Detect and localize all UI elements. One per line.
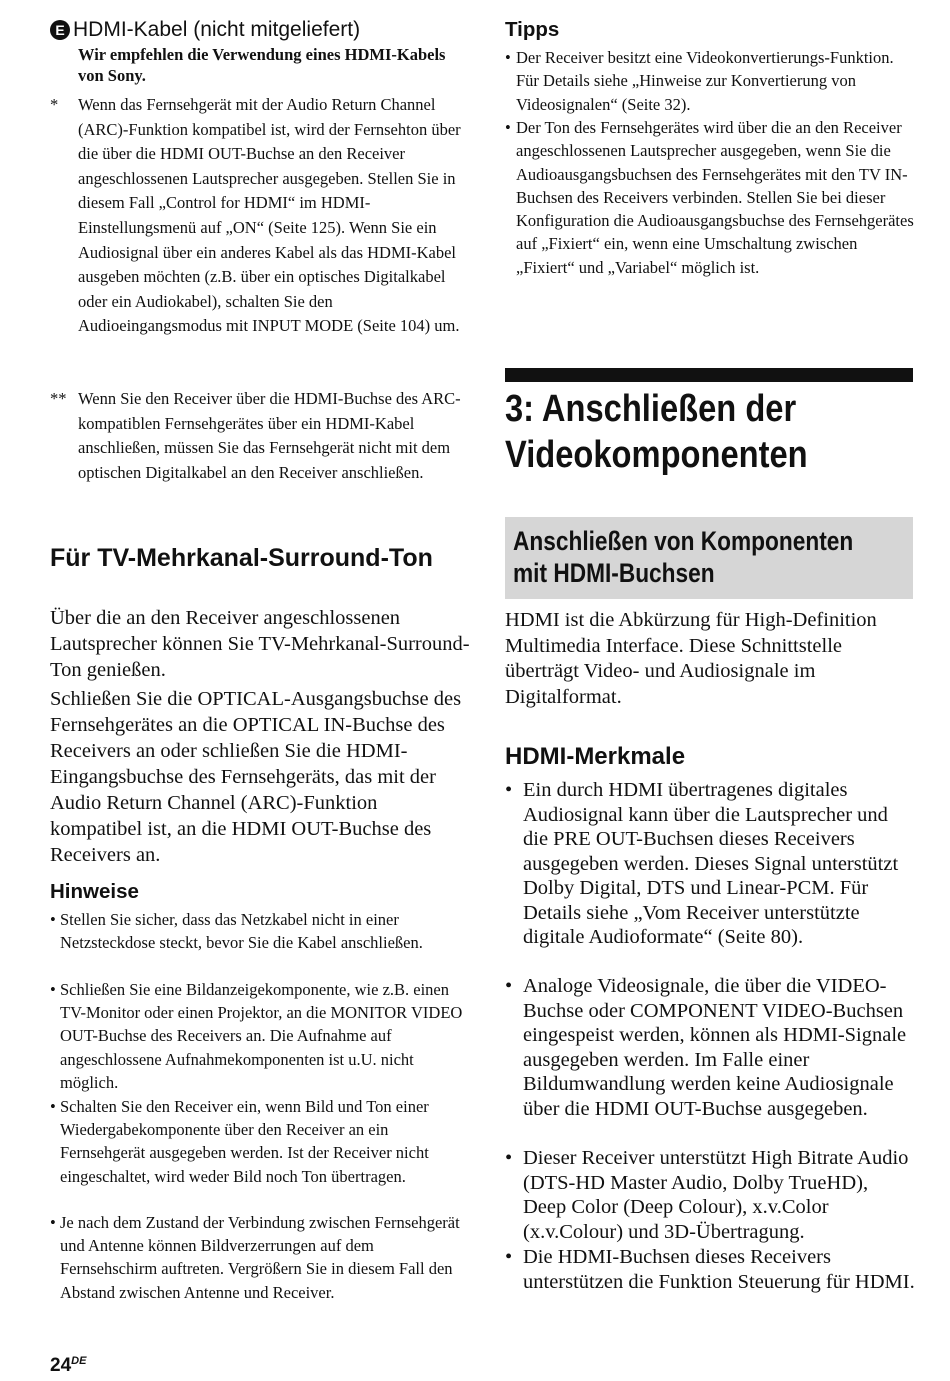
footnote-2 — [50, 387, 470, 485]
chapter-title-line-2: Videokomponenten — [505, 434, 808, 476]
tip-item-2 — [505, 116, 915, 279]
note-item-3 — [50, 1095, 470, 1188]
tips-title: Tipps — [505, 18, 560, 41]
footnote-1 — [50, 93, 470, 339]
tip-item-1 — [505, 46, 915, 116]
hdmi-intro-paragraph: HDMI ist die Abkürzung für High-Definition Multimedia Interface. Diese Schnittstelle überträgt Video- und Audiosignale im Digitalformat. — [505, 609, 877, 708]
bullet-mark: • — [505, 779, 513, 801]
surround-paragraph-1: Über die an den Receiver angeschlossenen Lautsprecher können Sie TV-Mehrkanal-Surround-Ton genießen. — [50, 607, 470, 681]
section-header-line-1: Anschließen von Komponenten — [513, 526, 854, 556]
note-item-1 — [50, 908, 470, 954]
note-text-1: Stellen Sie sicher, dass das Netzkabel nicht in einer Netzsteckdose steckt, bevor Sie die Kabel anschließen. — [60, 910, 423, 953]
item-e-heading — [50, 18, 470, 42]
footnote-1-mark: * — [50, 95, 59, 114]
note-text-2: Schließen Sie eine Bildanzeigekomponente, wie z.B. einen TV-Monitor oder einen Projektor, an die MONITOR VIDEO OUT-Buchse des Receivers an. Die Aufnahme auf angeschlossene Aufnahmekomponenten ist u.U. nicht möglich. — [60, 980, 463, 1092]
note-text-3: Schalten Sie den Receiver ein, wenn Bild und Ton einer Wiedergabekomponente über den Receiver an ein Fernsehgerät ausgegeben werden. Ist der Receiver nicht eingeschaltet, wird weder Bild noch Ton übertragen. — [60, 1097, 429, 1186]
feature-item-2 — [505, 974, 915, 1121]
bullet-mark: • — [505, 1246, 513, 1268]
chapter-title-line-1: 3: Anschließen der — [505, 388, 797, 430]
feature-text-1: Ein durch HDMI übertragenes digitales Audiosignal kann über die Lautsprecher und die PRE OUT-Buchsen dieses Receivers ausgegeben werden. Dieses Signal unterstützt Dolby Digital, DTS und Linear-PCM. Für Details siehe „Vom Receiver unterstützte digitale Audioformate“ (Seite 80). — [523, 779, 899, 948]
notes-title: Hinweise — [50, 880, 139, 903]
feature-item-4 — [505, 1245, 915, 1294]
bullet-mark: • — [50, 910, 56, 929]
feature-item-1 — [505, 778, 915, 950]
feature-text-3: Dieser Receiver unterstützt High Bitrate Audio (DTS-HD Master Audio, Dolby TrueHD), Deep Color (Deep Colour), x.v.Color (x.v.Colour) und 3D-Übertragung. — [523, 1147, 909, 1243]
surround-paragraph-2: Schließen Sie die OPTICAL-Ausgangsbuchse des Fernsehgerätes an die OPTICAL IN-Buchse des Receivers an oder schließen Sie die HDMI-Eingangsbuchse des Fernsehgeräts, das mit der Audio Return Channel (ARC)-Funktion kompatibel ist, an die HDMI OUT-Buchse des Receivers an. — [50, 688, 462, 866]
bullet-mark: • — [505, 118, 511, 137]
features-title: HDMI-Merkmale — [505, 743, 686, 770]
note-item-2 — [50, 978, 470, 1094]
footnote-2-text: Wenn Sie den Receiver über die HDMI-Buchse des ARC-kompatiblen Fernsehgerätes über ein HDMI-Kabel anschließen, müssen Sie das Fernsehgerät nicht mit dem optischen Digitalkabel an den Receiver anschließen. — [78, 389, 461, 482]
note-text-4: Je nach dem Zustand der Verbindung zwischen Fernsehgerät und Antenne können Bildverzerrungen auf dem Fernsehschirm auftreten. Vergrößern Sie in diesem Fall den Abstand zwischen Antenne und Receiver. — [60, 1213, 460, 1302]
bullet-mark: • — [50, 980, 56, 999]
feature-text-4: Die HDMI-Buchsen dieses Receivers unterstützen die Funktion Steuerung für HDMI. — [523, 1246, 915, 1293]
bullet-mark: • — [505, 48, 511, 67]
tip-text-2: Der Ton des Fernsehgerätes wird über die an den Receiver angeschlossenen Lautsprecher ausgegeben, wenn Sie die Audioausgangsbuchsen des Fernsehgerätes mit den TV IN-Buchsen des Receivers verbinden. Stellen Sie bei dieser Konfiguration die Audioausgangsbuchse des Fernsehgerätes auf „Fixiert“ ein, wenn eine Umschaltung zwischen „Fixiert“ und „Variabel“ möglich ist. — [516, 118, 914, 277]
bullet-mark: • — [505, 1147, 513, 1169]
section-header-text — [513, 525, 908, 589]
note-item-4 — [50, 1211, 470, 1304]
chapter-title — [505, 386, 858, 478]
bullet-mark: • — [50, 1097, 56, 1116]
item-e-title: HDMI-Kabel (nicht mitgeliefert) — [73, 18, 361, 41]
page-number — [50, 1355, 86, 1377]
bullet-mark: • — [50, 1213, 56, 1232]
feature-item-3 — [505, 1146, 915, 1244]
feature-text-2: Analoge Videosignale, die über die VIDEO-Buchse oder COMPONENT VIDEO-Buchsen eingespeist werden, können als HDMI-Signale ausgegeben werden. Im Falle einer Bildumwandlung werden keine Audiosignale über die HDMI OUT-Buchse ausgegeben. — [523, 975, 907, 1120]
footnote-1-text: Wenn das Fernsehgerät mit der Audio Return Channel (ARC)-Funktion kompatibel ist, wird der Fernsehton über die über die HDMI OUT-Buchse an den Receiver angeschlossenen Lautsprecher ausgegeben. Stellen Sie in diesem Fall „Control for HDMI“ im HDMI-Einstellungsmenü auf „ON“ (Seite 125). Wenn Sie ein Audiosignal über ein anderes Kabel als das HDMI-Kabel ausgeben möchten (z.B. über ein optisches Digitalkabel oder ein Audiokabel), schalten Sie den Audioeingangsmodus mit INPUT MODE (Seite 104) um. — [78, 95, 461, 336]
item-e-subtitle: Wir empfehlen die Verwendung eines HDMI-Kabels von Sony. — [78, 45, 446, 85]
chapter-rule — [505, 368, 913, 382]
tip-text-1: Der Receiver besitzt eine Videokonvertierungs-Funktion. Für Details siehe „Hinweise zur Konvertierung von Videosignalen“ (Seite 32). — [516, 48, 894, 114]
section-header-line-2: mit HDMI-Buchsen — [513, 558, 715, 588]
page-number-value: 24 — [50, 1355, 72, 1376]
bullet-mark: • — [505, 975, 513, 997]
page-number-suffix: DE — [71, 1355, 87, 1367]
item-e-badge: E — [50, 20, 70, 40]
section-title-surround: Für TV-Mehrkanal-Surround-Ton — [50, 544, 433, 572]
footnote-2-mark: ** — [50, 389, 67, 408]
